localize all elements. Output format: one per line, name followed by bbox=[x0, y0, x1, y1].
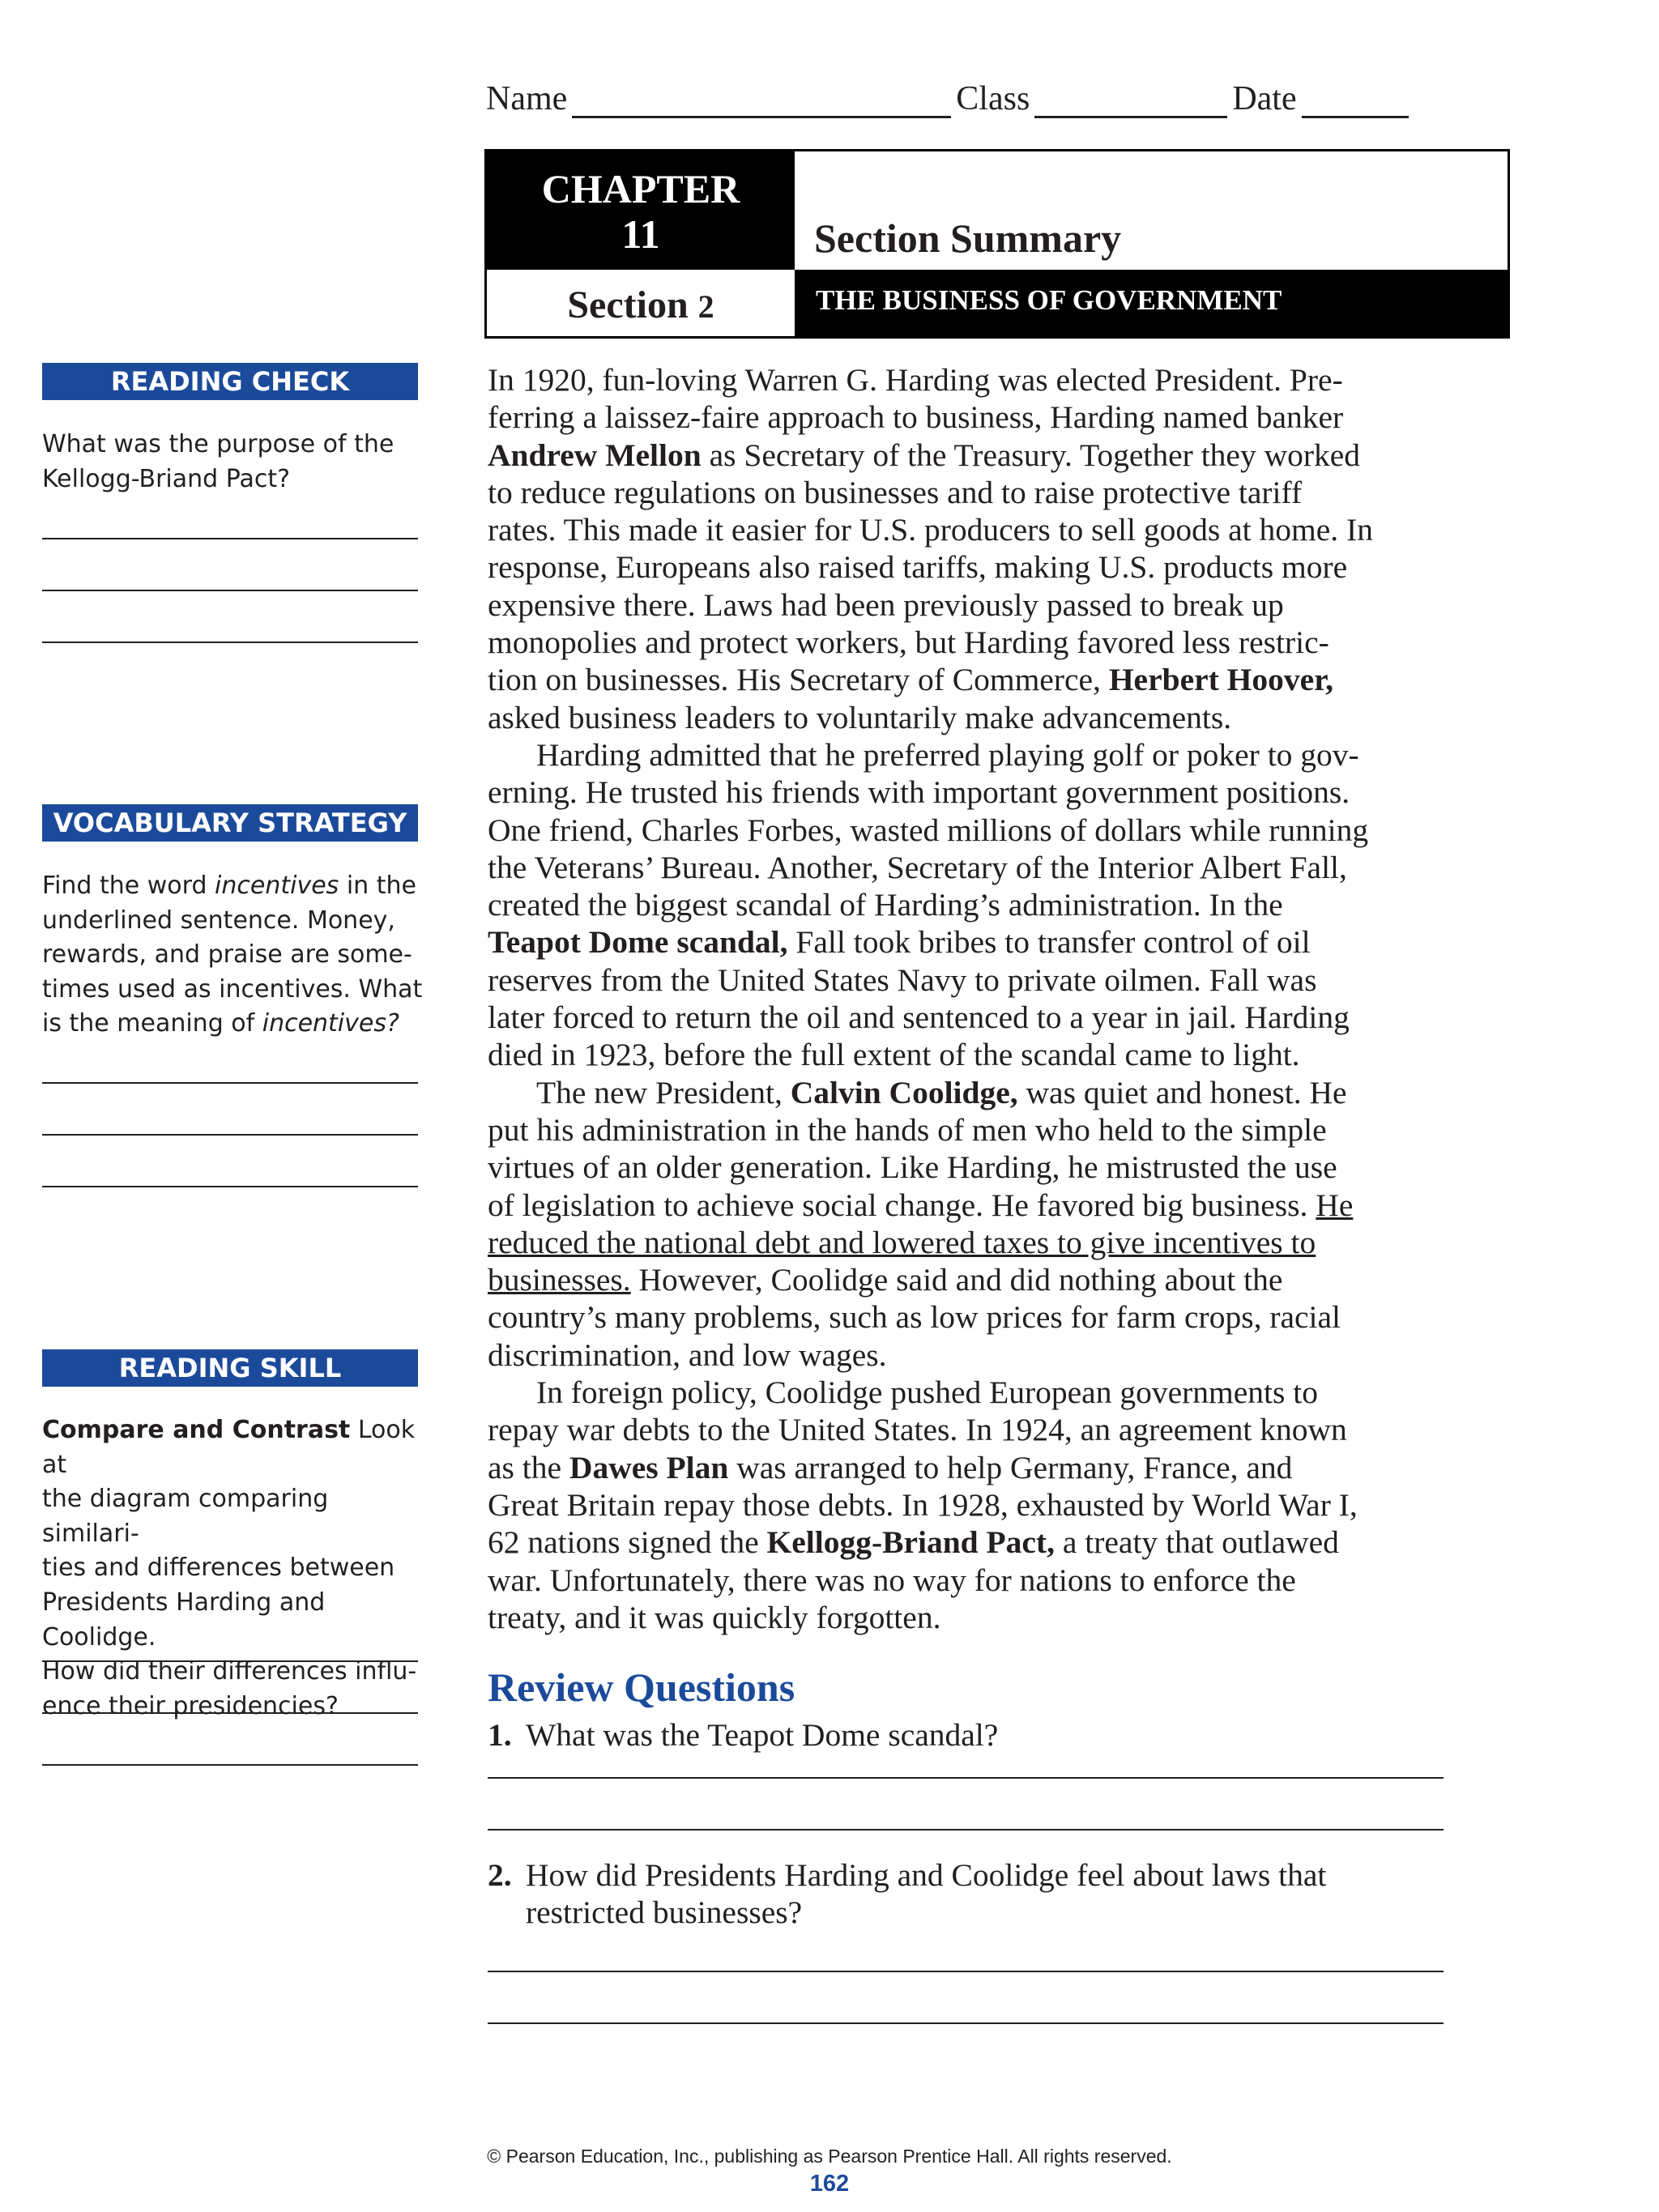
body-line bbox=[488, 1261, 1492, 1298]
question-number: 1. bbox=[488, 1717, 512, 1753]
section-summary-title: Section Summary bbox=[814, 215, 1122, 261]
section-summary-body bbox=[488, 361, 1492, 1636]
review-question-2 bbox=[488, 1856, 1327, 1930]
review-question-1 bbox=[488, 1716, 999, 1754]
key-term: Teapot Dome scandal, bbox=[488, 924, 788, 961]
vocab-text: underlined sentence. Money, bbox=[42, 906, 395, 935]
reading-skill-text: the diagram comparing similari- bbox=[42, 1485, 329, 1548]
body-line: In foreign policy, Coolidge pushed European governments to bbox=[536, 1375, 1318, 1411]
reading-skill-text: Presidents Harding and Coolidge. bbox=[42, 1588, 326, 1652]
body-text: Fall took bribes to transfer control of oil bbox=[787, 924, 1311, 961]
body-text: of legislation to achieve social change. He favored big business. bbox=[488, 1187, 1316, 1223]
body-line bbox=[488, 1187, 1492, 1224]
vocab-text: Find the word bbox=[42, 872, 215, 900]
reading-check-answer-line[interactable] bbox=[42, 590, 418, 591]
body-line: In 1920, fun-loving Warren G. Harding was elected President. Pre- bbox=[488, 362, 1343, 398]
body-text: as the bbox=[488, 1449, 569, 1485]
name-field[interactable] bbox=[572, 87, 951, 118]
section-number: 2 bbox=[697, 288, 714, 325]
body-line: repay war debts to the United States. In 1924, an agreement known bbox=[488, 1412, 1347, 1448]
body-line: expensive there. Laws had been previously passed to break up bbox=[488, 586, 1284, 623]
section-label-cell bbox=[487, 270, 795, 336]
body-line bbox=[488, 1224, 1492, 1261]
vocab-term: incentives bbox=[215, 872, 339, 900]
vocabulary-answer-line[interactable] bbox=[42, 1082, 418, 1084]
reading-skill-answer-line[interactable] bbox=[42, 1764, 418, 1766]
date-label: Date bbox=[1232, 80, 1297, 117]
vocabulary-answer-line[interactable] bbox=[42, 1134, 418, 1136]
vocabulary-strategy-prompt bbox=[42, 869, 423, 1042]
question-number: 2. bbox=[488, 1857, 512, 1893]
chapter-label: CHAPTER bbox=[541, 166, 740, 211]
vocab-text: rewards, and praise are some- bbox=[42, 940, 412, 970]
body-text: was arranged to help Germany, France, and bbox=[728, 1449, 1293, 1485]
body-line: monopolies and protect workers, but Harding favored less restric- bbox=[488, 624, 1329, 661]
vocab-text: is the meaning of bbox=[42, 1009, 262, 1038]
body-line bbox=[488, 1524, 1492, 1561]
body-line: rates. This made it easier for U.S. producers to sell goods at home. In bbox=[488, 512, 1373, 548]
reading-check-line: What was the purpose of the bbox=[42, 430, 394, 458]
key-term: Calvin Coolidge, bbox=[790, 1074, 1018, 1110]
class-label: Class bbox=[956, 80, 1030, 117]
key-term: Kellogg-Briand Pact, bbox=[766, 1524, 1055, 1561]
key-term: Dawes Plan bbox=[569, 1449, 729, 1485]
reading-check-line: Kellogg-Briand Pact? bbox=[42, 464, 291, 493]
question-1-answer-line[interactable] bbox=[488, 1829, 1444, 1831]
body-line bbox=[488, 923, 1492, 961]
question-text: How did Presidents Harding and Coolidge feel about laws that bbox=[526, 1857, 1327, 1893]
key-term: Andrew Mellon bbox=[488, 437, 702, 473]
reading-check-answer-line[interactable] bbox=[42, 538, 418, 539]
body-text: tion on businesses. His Secretary of Commerce, bbox=[488, 662, 1109, 698]
reading-check-heading: READING CHECK bbox=[42, 363, 418, 400]
body-line: discrimination, and low wages. bbox=[488, 1336, 887, 1373]
body-line: treaty, and it was quickly forgotten. bbox=[488, 1599, 941, 1635]
body-line bbox=[488, 1074, 1492, 1111]
body-line: erning. He trusted his friends with important government positions. bbox=[488, 774, 1350, 811]
body-line: put his administration in the hands of men who held to the simple bbox=[488, 1111, 1327, 1148]
reading-skill-text: Look at bbox=[42, 1416, 416, 1479]
reading-skill-text: ties and differences between bbox=[42, 1554, 395, 1583]
body-line: Great Britain repay those debts. In 1928, exhausted by World War I, bbox=[488, 1486, 1358, 1523]
body-line: Harding admitted that he preferred playing golf or poker to gov- bbox=[536, 736, 1359, 773]
paragraph-coolidge bbox=[488, 1074, 1492, 1374]
underlined-sentence: He bbox=[1316, 1187, 1354, 1223]
body-line bbox=[488, 1449, 1492, 1486]
body-line: later forced to return the oil and sentenced to a year in jail. Harding bbox=[488, 999, 1350, 1036]
vocabulary-answer-line[interactable] bbox=[42, 1186, 418, 1187]
body-line: reserves from the United States Navy to private oilmen. Fall was bbox=[488, 961, 1317, 998]
body-line: virtues of an older generation. Like Harding, he mistrusted the use bbox=[488, 1149, 1337, 1186]
body-line: response, Europeans also raised tariffs, making U.S. products more bbox=[488, 549, 1348, 586]
body-line bbox=[488, 661, 1492, 698]
body-line: country’s many problems, such as low prices for farm crops, racial bbox=[488, 1299, 1341, 1336]
body-line: to reduce regulations on businesses and to raise protective tariff bbox=[488, 474, 1303, 510]
underlined-sentence: reduced the national debt and lowered taxes to give incentives to bbox=[488, 1224, 1316, 1260]
copyright-footer: © Pearson Education, Inc., publishing as Pearson Prentice Hall. All rights reserved. bbox=[487, 2146, 1172, 2167]
vocabulary-strategy-heading: VOCABULARY STRATEGY bbox=[42, 804, 418, 842]
section-label: Section bbox=[567, 283, 689, 326]
vocab-term: incentives? bbox=[262, 1009, 399, 1038]
reading-skill-answer-line[interactable] bbox=[42, 1712, 418, 1714]
reading-check-answer-line[interactable] bbox=[42, 641, 418, 643]
name-class-date-row bbox=[486, 79, 1450, 118]
question-1-answer-line[interactable] bbox=[488, 1777, 1444, 1779]
body-line: ferring a laissez-faire approach to business, Harding named banker bbox=[488, 399, 1344, 436]
chapter-header-box bbox=[484, 149, 1510, 339]
page-number: 162 bbox=[809, 2171, 850, 2197]
reading-skill-text: ence their presidencies? bbox=[42, 1691, 339, 1720]
name-label: Name bbox=[486, 80, 568, 117]
body-line: the Veterans’ Bureau. Another, Secretary of the Interior Albert Fall, bbox=[488, 849, 1347, 885]
review-questions-title: Review Questions bbox=[488, 1664, 795, 1710]
question-text: restricted businesses? bbox=[526, 1894, 803, 1930]
reading-skill-label: Compare and Contrast bbox=[42, 1416, 351, 1444]
vocab-text: in the bbox=[339, 872, 416, 900]
key-term: Herbert Hoover, bbox=[1108, 662, 1333, 698]
class-field[interactable] bbox=[1034, 87, 1227, 118]
underlined-sentence: businesses. bbox=[488, 1262, 631, 1298]
paragraph-harding-scandals bbox=[488, 736, 1492, 1074]
date-field[interactable] bbox=[1302, 87, 1409, 118]
reading-check-question bbox=[42, 428, 423, 497]
reading-skill-answer-line[interactable] bbox=[42, 1660, 418, 1662]
body-text: was quiet and honest. He bbox=[1017, 1074, 1347, 1110]
body-line: created the biggest scandal of Harding’s administration. In the bbox=[488, 887, 1283, 923]
question-2-answer-line[interactable] bbox=[488, 1971, 1444, 1972]
chapter-number: 11 bbox=[621, 211, 660, 257]
body-line: asked business leaders to voluntarily make advancements. bbox=[488, 699, 1232, 735]
question-2-answer-line[interactable] bbox=[488, 2022, 1444, 2024]
reading-skill-text: How did their differences influ- bbox=[42, 1657, 417, 1686]
body-line: died in 1923, before the full extent of the scandal came to light. bbox=[488, 1037, 1300, 1073]
section-topic: THE BUSINESS OF GOVERNMENT bbox=[795, 270, 1508, 336]
paragraph-harding-policy bbox=[488, 361, 1492, 736]
chapter-label-cell bbox=[487, 151, 795, 270]
body-text: a treaty that outlawed bbox=[1054, 1524, 1339, 1561]
question-text: What was the Teapot Dome scandal? bbox=[526, 1717, 999, 1753]
body-line: One friend, Charles Forbes, wasted millions of dollars while running bbox=[488, 812, 1369, 848]
body-text: However, Coolidge said and did nothing about the bbox=[630, 1262, 1283, 1298]
paragraph-foreign-policy bbox=[488, 1374, 1492, 1636]
body-text: The new President, bbox=[536, 1074, 791, 1110]
body-line bbox=[488, 437, 1492, 474]
body-text: 62 nations signed the bbox=[488, 1524, 767, 1561]
reading-skill-heading: READING SKILL bbox=[42, 1349, 418, 1387]
vocab-text: times used as incentives. What bbox=[42, 974, 423, 1004]
reading-skill-prompt bbox=[42, 1413, 423, 1724]
body-text: as Secretary of the Treasury. Together they worked bbox=[701, 437, 1361, 473]
body-line: war. Unfortunately, there was no way for nations to enforce the bbox=[488, 1562, 1296, 1598]
